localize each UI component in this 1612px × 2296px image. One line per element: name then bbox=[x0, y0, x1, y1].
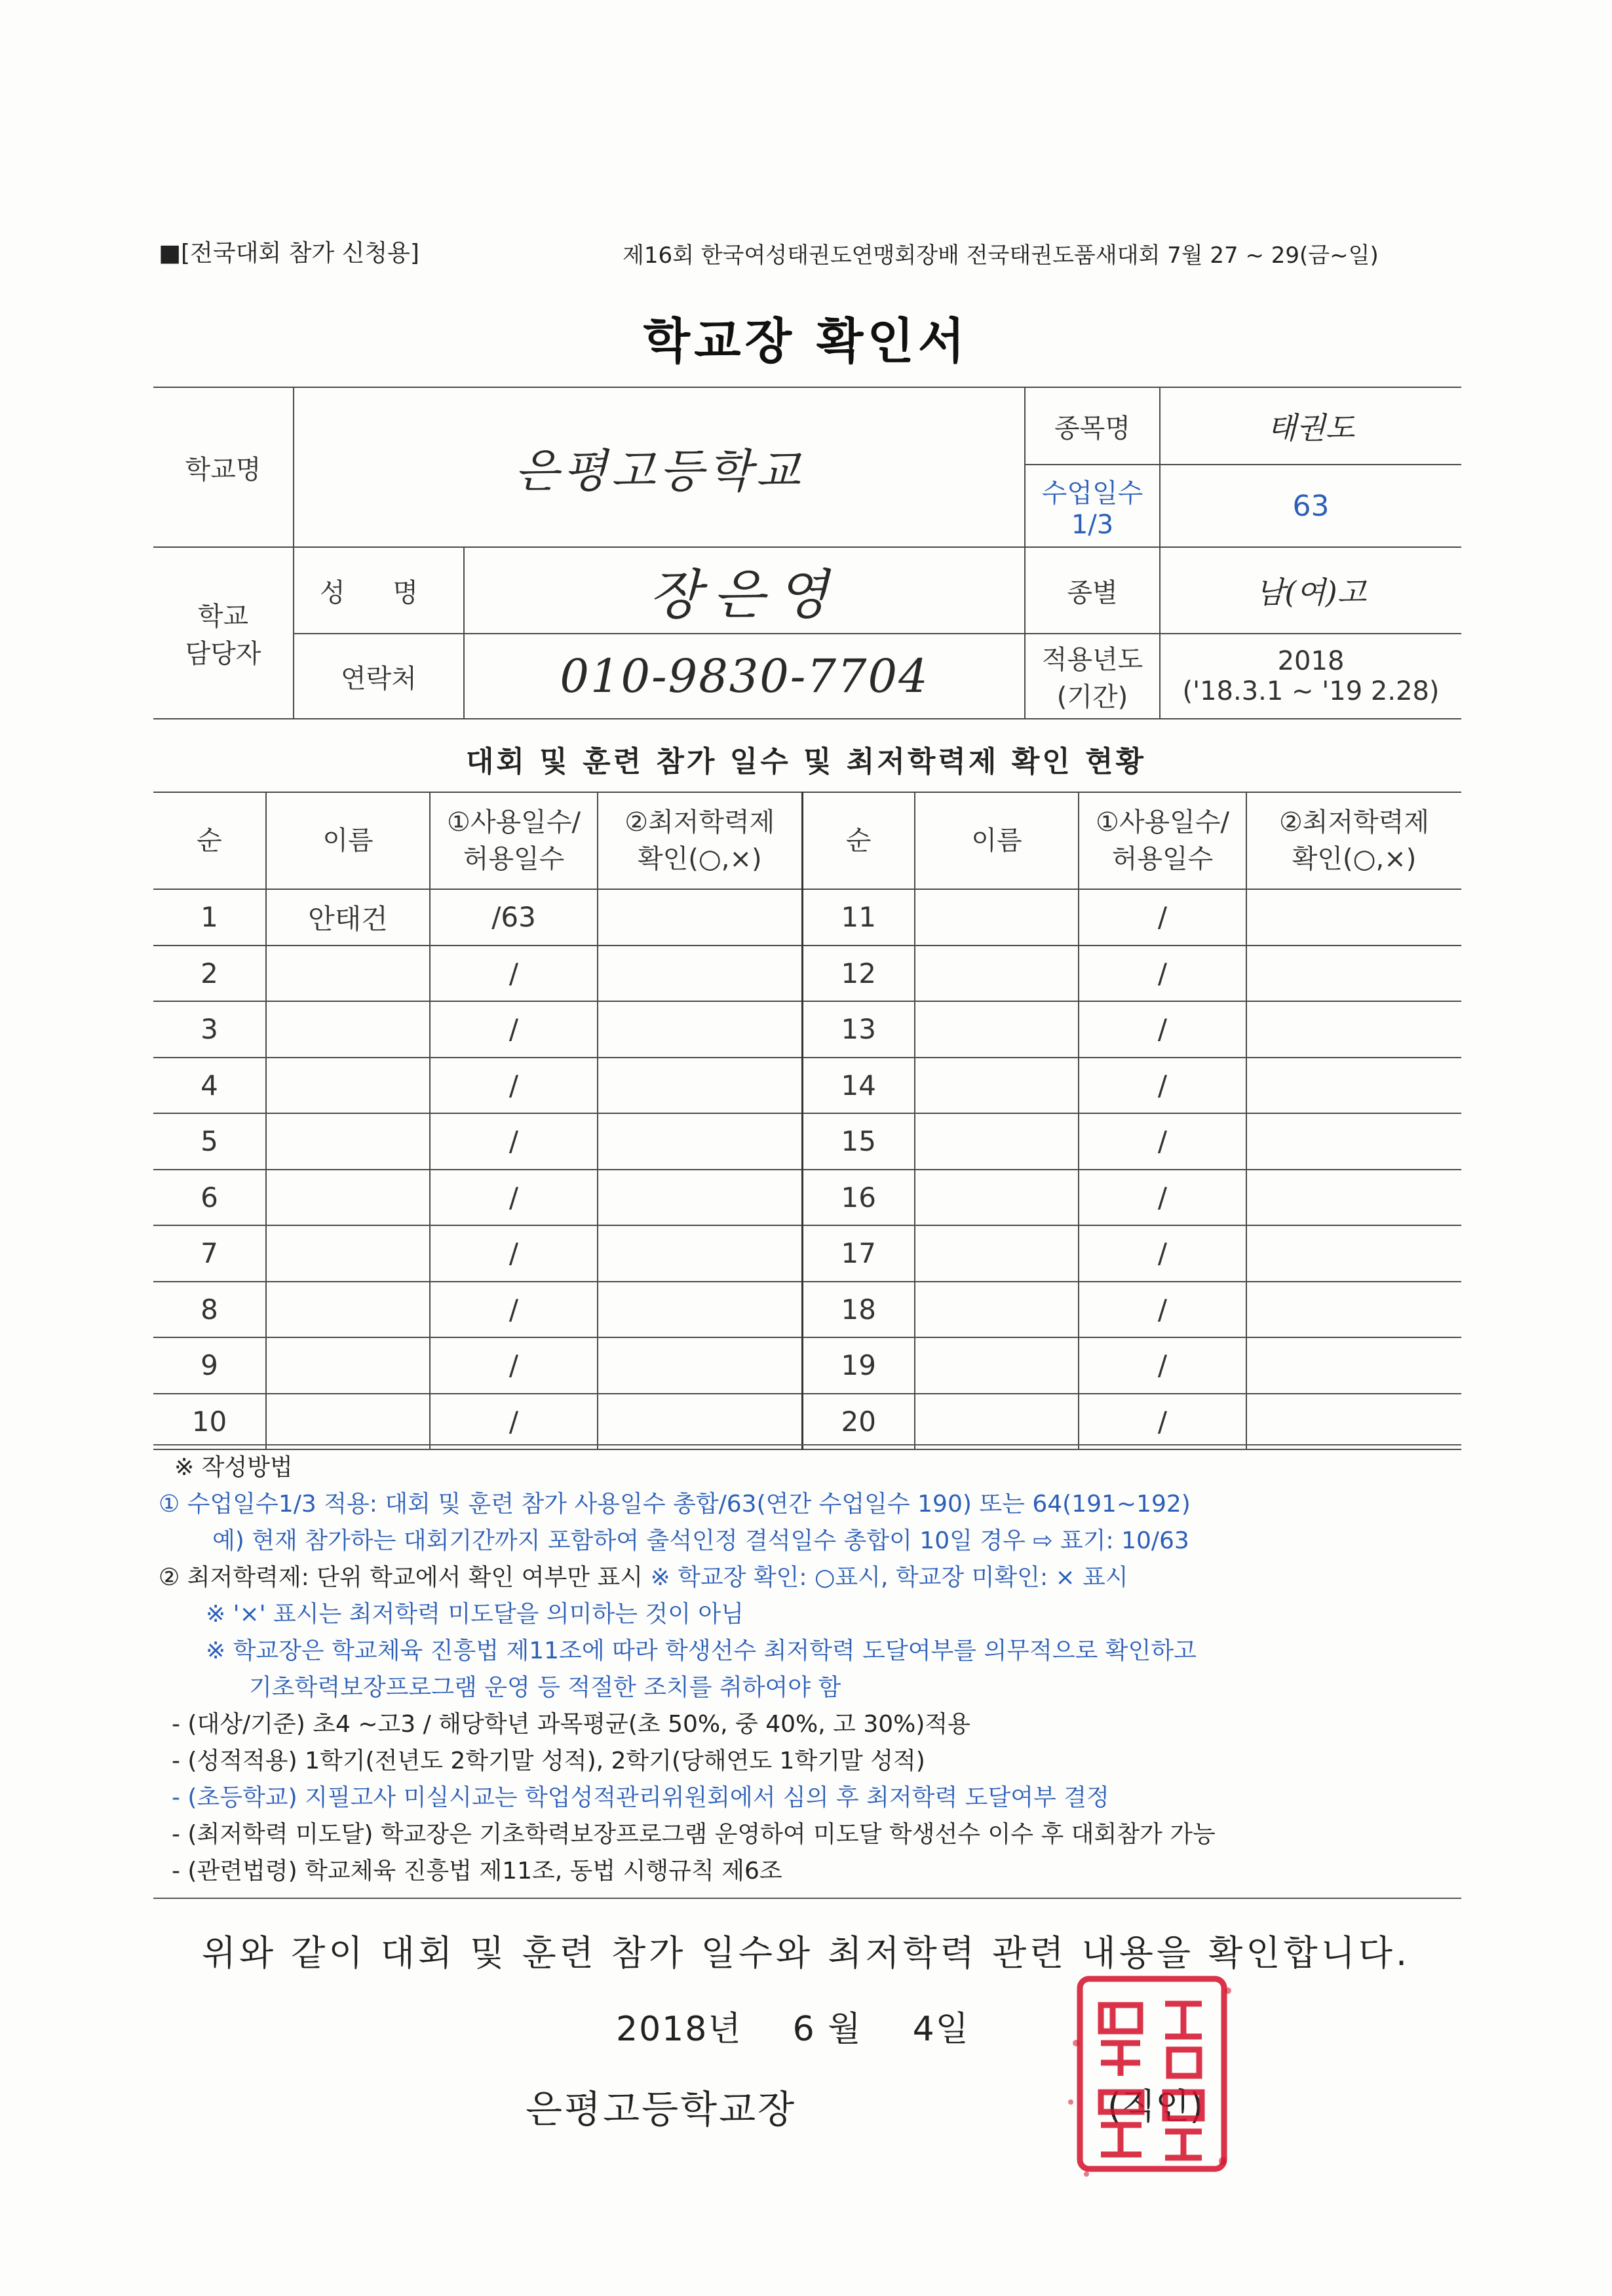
roster-days-left: / bbox=[430, 946, 598, 1002]
roster-name-right bbox=[915, 1113, 1079, 1170]
sport-value-text: 태권도 bbox=[1267, 410, 1355, 446]
days-label-line1: 수업일수 bbox=[1041, 478, 1143, 508]
contact-label: 연락처 bbox=[294, 634, 464, 719]
school-value bbox=[294, 387, 1025, 547]
roster-name-right bbox=[915, 889, 1079, 946]
roster-name-right bbox=[915, 946, 1079, 1002]
note-1a: ① 수업일수1/3 적용: 대회 및 훈련 참가 사용일수 총합/63(연간 수업일수 190) 또는 64(191~192) bbox=[159, 1491, 1191, 1518]
roster-check-left bbox=[598, 1113, 802, 1170]
roster-check-left bbox=[598, 1225, 802, 1282]
col-no-left: 순 bbox=[153, 792, 266, 889]
roster-days-right: / bbox=[1079, 1282, 1246, 1338]
roster-check-left bbox=[598, 1282, 802, 1338]
seal-word: (직인) bbox=[1107, 2086, 1204, 2127]
table-row bbox=[153, 889, 1461, 946]
roster-days-left: / bbox=[430, 1394, 598, 1450]
roster-check-left bbox=[598, 946, 802, 1002]
col-check-left-1: ②최저학력제 bbox=[624, 807, 775, 837]
roster-check-left bbox=[598, 1394, 802, 1450]
roster-no-right: 17 bbox=[802, 1225, 915, 1282]
note-2a-blue: ※ 학교장 확인: ○표시, 학교장 미확인: × 표시 bbox=[650, 1564, 1128, 1591]
table-row bbox=[153, 1058, 1461, 1114]
notes-heading: ※ 작성방법 bbox=[174, 1454, 293, 1481]
roster-table bbox=[153, 792, 1461, 1450]
roster-name-right bbox=[915, 1337, 1079, 1394]
roster-no-right: 20 bbox=[802, 1394, 915, 1450]
roster-name-right bbox=[915, 1170, 1079, 1226]
roster-check-right bbox=[1246, 1282, 1461, 1338]
detail-5: - (관련법령) 학교체육 진흥법 제11조, 동법 시행규칙 제6조 bbox=[172, 1858, 782, 1885]
roster-name-left bbox=[266, 1001, 430, 1058]
sport-value bbox=[1160, 387, 1461, 465]
roster-days-left: / bbox=[430, 1170, 598, 1226]
note-1b: 예) 현재 참가하는 대회기간까지 포함하여 출석인정 결석일수 총합이 10일 경우 ⇨ 표기: 10/63 bbox=[212, 1527, 1189, 1554]
roster-days-right: / bbox=[1079, 1001, 1246, 1058]
days-label bbox=[1025, 465, 1160, 547]
col-check-right-1: ②최저학력제 bbox=[1278, 807, 1430, 837]
roster-no-left: 1 bbox=[153, 889, 266, 946]
roster-name-right bbox=[915, 1225, 1079, 1282]
roster-days-right: / bbox=[1079, 889, 1246, 946]
roster-check-left bbox=[598, 1337, 802, 1394]
col-no-right: 순 bbox=[802, 792, 915, 889]
gender-value bbox=[1160, 547, 1461, 634]
name-value-text: 장은영 bbox=[649, 564, 840, 626]
staff-label-line2: 담당자 bbox=[185, 639, 261, 669]
roster-check-right bbox=[1246, 1058, 1461, 1114]
roster-check-right bbox=[1246, 1337, 1461, 1394]
roster-days-right: / bbox=[1079, 1058, 1246, 1114]
contact-value bbox=[464, 634, 1025, 719]
roster-check-right bbox=[1246, 946, 1461, 1002]
col-days-left-2: 허용일수 bbox=[463, 844, 565, 874]
col-check-right-2: 확인(○,×) bbox=[1292, 844, 1417, 874]
roster-days-left: / bbox=[430, 1225, 598, 1282]
roster-days-right: / bbox=[1079, 1394, 1246, 1450]
col-check-right bbox=[1246, 792, 1461, 889]
roster-check-right bbox=[1246, 1394, 1461, 1450]
school-label: 학교명 bbox=[153, 387, 294, 547]
roster-name-left bbox=[266, 946, 430, 1002]
roster-days-left: / bbox=[430, 1001, 598, 1058]
roster-no-left: 5 bbox=[153, 1113, 266, 1170]
days-label-line2: 1/3 bbox=[1071, 509, 1114, 540]
document-title: 학교장 확인서 bbox=[643, 313, 969, 370]
notes-block bbox=[159, 1449, 1216, 1890]
roster-no-left: 9 bbox=[153, 1337, 266, 1394]
roster-no-right: 15 bbox=[802, 1113, 915, 1170]
table-row bbox=[153, 1001, 1461, 1058]
contact-value-text: 010-9830-7704 bbox=[560, 649, 929, 703]
form-tag: ■[전국대회 참가 신청용] bbox=[159, 240, 419, 267]
roster-name-left bbox=[266, 1113, 430, 1170]
detail-4: - (최저학력 미도달) 학교장은 기초학력보장프로그램 운영하여 미도달 학생선수 이수 후 대회참가 가능 bbox=[172, 1821, 1216, 1848]
roster-check-left bbox=[598, 1170, 802, 1226]
table-row bbox=[153, 1113, 1461, 1170]
date-year: 2018년 bbox=[616, 2010, 742, 2049]
roster-days-left: / bbox=[430, 1282, 598, 1338]
year-value-line2: ('18.3.1 ~ '19 2.28) bbox=[1182, 676, 1440, 706]
roster-days-right: / bbox=[1079, 1113, 1246, 1170]
gender-value-text: 남(여)고 bbox=[1255, 575, 1367, 610]
roster-no-right: 12 bbox=[802, 946, 915, 1002]
roster-name-left bbox=[266, 1394, 430, 1450]
note-2c: ※ 학교장은 학교체육 진흥법 제11조에 따라 학생선수 최저학력 도달여부를 의무적으로 확인하고 bbox=[206, 1637, 1197, 1664]
sport-label: 종목명 bbox=[1025, 387, 1160, 465]
note-2d: 기초학력보장프로그램 운영 등 적절한 조치를 취하여야 함 bbox=[249, 1674, 841, 1701]
col-days-right-1: ①사용일수/ bbox=[1096, 807, 1229, 837]
table-row bbox=[153, 1337, 1461, 1394]
roster-no-left: 10 bbox=[153, 1394, 266, 1450]
roster-no-left: 4 bbox=[153, 1058, 266, 1114]
col-name-left: 이름 bbox=[266, 792, 430, 889]
roster-no-right: 16 bbox=[802, 1170, 915, 1226]
name-label: 성 명 bbox=[294, 547, 464, 634]
date-month: 6 월 bbox=[792, 2010, 862, 2049]
gender-label: 종별 bbox=[1025, 547, 1160, 634]
year-value bbox=[1160, 634, 1461, 719]
note-2a bbox=[159, 1559, 1216, 1596]
roster-name-left bbox=[266, 1282, 430, 1338]
roster-name-right bbox=[915, 1001, 1079, 1058]
col-check-left-2: 확인(○,×) bbox=[637, 844, 762, 874]
school-value-text: 은평고등학교 bbox=[514, 444, 804, 498]
roster-no-right: 19 bbox=[802, 1337, 915, 1394]
detail-2: - (성적적용) 1학기(전년도 2학기말 성적), 2학기(당해연도 1학기말 성적) bbox=[172, 1748, 925, 1774]
roster-name-right bbox=[915, 1282, 1079, 1338]
confirm-statement: 위와 같이 대회 및 훈련 참가 일수와 최저학력 관련 내용을 확인합니다. bbox=[201, 1932, 1411, 1974]
official-seal-stamp bbox=[1067, 1964, 1237, 2181]
roster-name-left bbox=[266, 1337, 430, 1394]
roster-no-left: 8 bbox=[153, 1282, 266, 1338]
roster-check-left bbox=[598, 1001, 802, 1058]
table-row bbox=[153, 1225, 1461, 1282]
roster-header-row bbox=[153, 792, 1461, 889]
notes-bottom-rule bbox=[153, 1898, 1461, 1899]
col-days-right bbox=[1079, 792, 1246, 889]
roster-check-left bbox=[598, 1058, 802, 1114]
note-2a-text: ② 최저학력제: 단위 학교에서 확인 여부만 표시 bbox=[159, 1564, 643, 1591]
col-days-left bbox=[430, 792, 598, 889]
year-label-line2: (기간) bbox=[1056, 682, 1128, 712]
roster-check-right bbox=[1246, 889, 1461, 946]
section-title: 대회 및 훈련 참가 일수 및 최저학력제 확인 현황 bbox=[465, 745, 1147, 778]
roster-check-right bbox=[1246, 1113, 1461, 1170]
roster-no-left: 7 bbox=[153, 1225, 266, 1282]
roster-name-right bbox=[915, 1394, 1079, 1450]
col-name-right: 이름 bbox=[915, 792, 1079, 889]
roster-days-left: /63 bbox=[430, 889, 598, 946]
year-label-line1: 적용년도 bbox=[1041, 645, 1143, 675]
name-value bbox=[464, 547, 1025, 634]
info-table bbox=[153, 387, 1461, 719]
roster-days-left: / bbox=[430, 1337, 598, 1394]
roster-check-right bbox=[1246, 1225, 1461, 1282]
year-value-line1: 2018 bbox=[1277, 646, 1345, 676]
roster-days-right: / bbox=[1079, 1170, 1246, 1226]
roster-no-right: 11 bbox=[802, 889, 915, 946]
note-2b: ※ '×' 표시는 최저학력 미도달을 의미하는 것이 아님 bbox=[206, 1601, 744, 1628]
roster-no-right: 13 bbox=[802, 1001, 915, 1058]
detail-3: - (초등학교) 지필고사 미실시교는 학업성적관리위원회에서 심의 후 최저학력 도달여부 결정 bbox=[172, 1784, 1109, 1811]
staff-label-line1: 학교 bbox=[197, 602, 249, 632]
roster-days-left: / bbox=[430, 1058, 598, 1114]
col-days-right-2: 허용일수 bbox=[1111, 844, 1214, 874]
roster-bottom-rule bbox=[153, 1444, 1461, 1445]
roster-name-left: 안태건 bbox=[266, 889, 430, 946]
principal-name: 은평고등학교장 bbox=[526, 2087, 797, 2132]
roster-name-right bbox=[915, 1058, 1079, 1114]
roster-body bbox=[153, 889, 1461, 1449]
roster-no-right: 14 bbox=[802, 1058, 915, 1114]
roster-name-left bbox=[266, 1058, 430, 1114]
roster-days-right: / bbox=[1079, 946, 1246, 1002]
roster-check-left bbox=[598, 889, 802, 946]
roster-days-right: / bbox=[1079, 1337, 1246, 1394]
issue-date bbox=[616, 2001, 970, 2050]
col-check-left bbox=[598, 792, 802, 889]
roster-days-right: / bbox=[1079, 1225, 1246, 1282]
roster-check-right bbox=[1246, 1001, 1461, 1058]
roster-no-right: 18 bbox=[802, 1282, 915, 1338]
col-days-left-1: ①사용일수/ bbox=[447, 807, 581, 837]
year-label bbox=[1025, 634, 1160, 719]
detail-1: - (대상/기준) 초4 ~고3 / 해당학년 과목평균(초 50%, 중 40%, 고 30%)적용 bbox=[172, 1711, 970, 1738]
roster-name-left bbox=[266, 1170, 430, 1226]
roster-check-right bbox=[1246, 1170, 1461, 1226]
table-row bbox=[153, 1282, 1461, 1338]
roster-days-left: / bbox=[430, 1113, 598, 1170]
roster-no-left: 6 bbox=[153, 1170, 266, 1226]
date-day: 4일 bbox=[912, 2010, 970, 2049]
table-row bbox=[153, 1170, 1461, 1226]
table-row bbox=[153, 946, 1461, 1002]
table-row bbox=[153, 1394, 1461, 1450]
event-title: 제16회 한국여성태권도연맹회장배 전국태권도품새대회 7월 27 ~ 29(금~일) bbox=[623, 242, 1379, 269]
days-value: 63 bbox=[1160, 465, 1461, 547]
roster-name-left bbox=[266, 1225, 430, 1282]
staff-label bbox=[153, 547, 294, 719]
roster-no-left: 2 bbox=[153, 946, 266, 1002]
roster-no-left: 3 bbox=[153, 1001, 266, 1058]
